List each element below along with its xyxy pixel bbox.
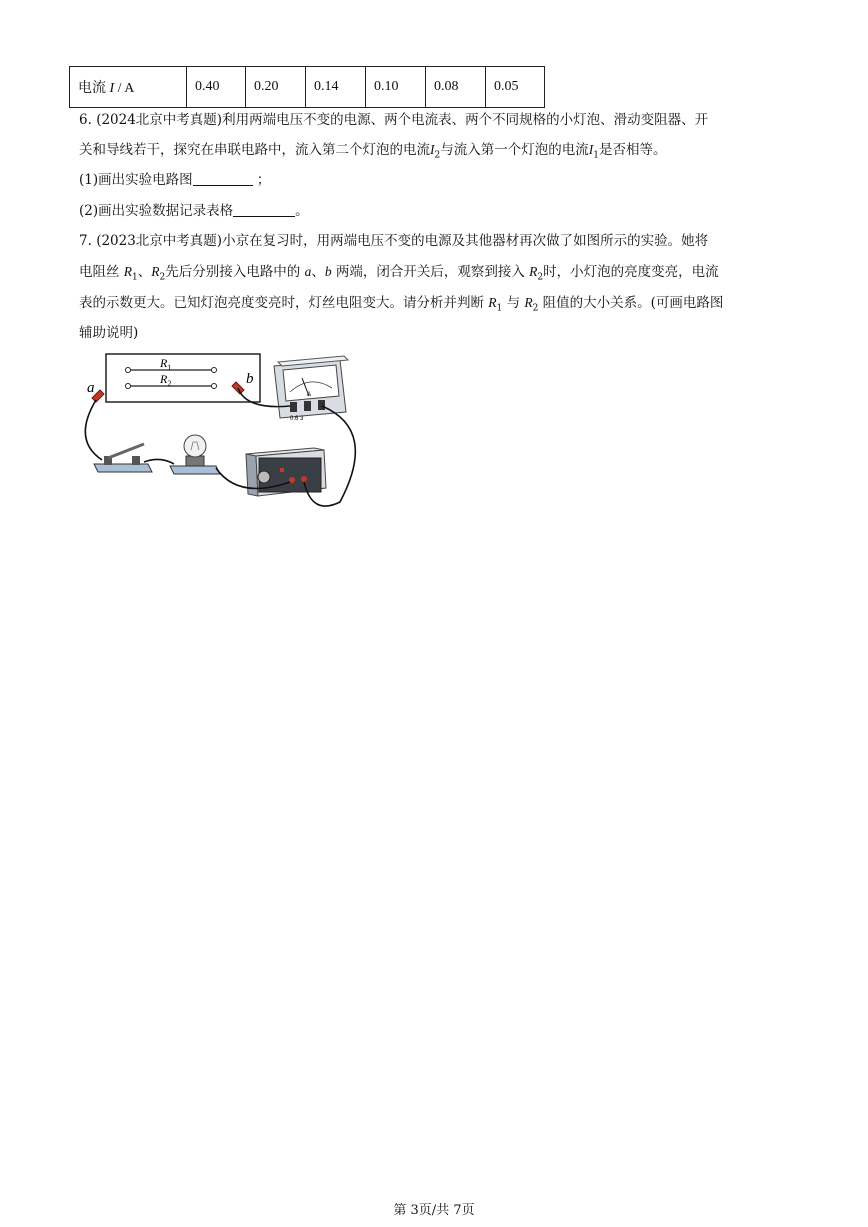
table-header-cell: 电流 I / A [70,67,187,108]
table-cell: 0.10 [366,67,426,108]
meter-terminals: 0.6 3 [290,416,304,422]
table-row [70,67,545,108]
meter-letter: A [307,392,312,398]
bulb-base [170,466,220,474]
table-cell: 0.08 [426,67,486,108]
answer-blank[interactable] [233,202,295,217]
table-cell: 0.40 [187,67,246,108]
knob-icon [258,471,270,483]
q7-line4: 辅助说明) [79,325,139,341]
table-cell: 0.05 [486,67,545,108]
current-table [69,66,545,108]
r1-label: $R_1$ [160,356,172,372]
q6-line1: 6. (2024北京中考真题)利用两端电压不变的电源、两个电流表、两个不同规格的小灯泡、滑动变阻器、开 [79,112,709,128]
bulb-icon [184,435,206,457]
r2-label: $R_2$ [160,372,172,388]
q7-line2: 电阻丝 $R_1$、$R_2$先后分别接入电路中的 a、b 两端，闭合开关后，观察到接入 $R_2$时，小灯泡的亮度变亮，电流 [79,264,719,283]
label-b: b [246,371,254,387]
table-cell: 0.20 [246,67,306,108]
label-a: a [87,380,95,396]
q7-line3: 表的示数更大。已知灯泡亮度变亮时，灯丝电阻变大。请分析并判断 $R_1$ 与 $R_2$ 阻值的大小关系。(可画电路图 [79,295,724,314]
q7-line1: 7. (2023北京中考真题)小京在复习时，用两端电压不变的电源及其他器材再次做了如图所示的实验。她将 [79,233,709,249]
q6-part2: (2)画出实验数据记录表格 。 [79,203,309,219]
switch [94,464,152,472]
circuit-figure [78,350,368,510]
page-footer: 第 3页/共 7页 [393,1203,475,1218]
resistor-board [106,354,260,402]
q6-part1: (1)画出实验电路图 ； [79,172,271,188]
q6-line2: 关和导线若干，探究在串联电路中，流入第二个灯泡的电流$I_2$与流入第一个灯泡的电流$I_1$是否相等。 [79,142,667,161]
answer-blank[interactable] [193,171,253,186]
table-cell: 0.14 [306,67,366,108]
